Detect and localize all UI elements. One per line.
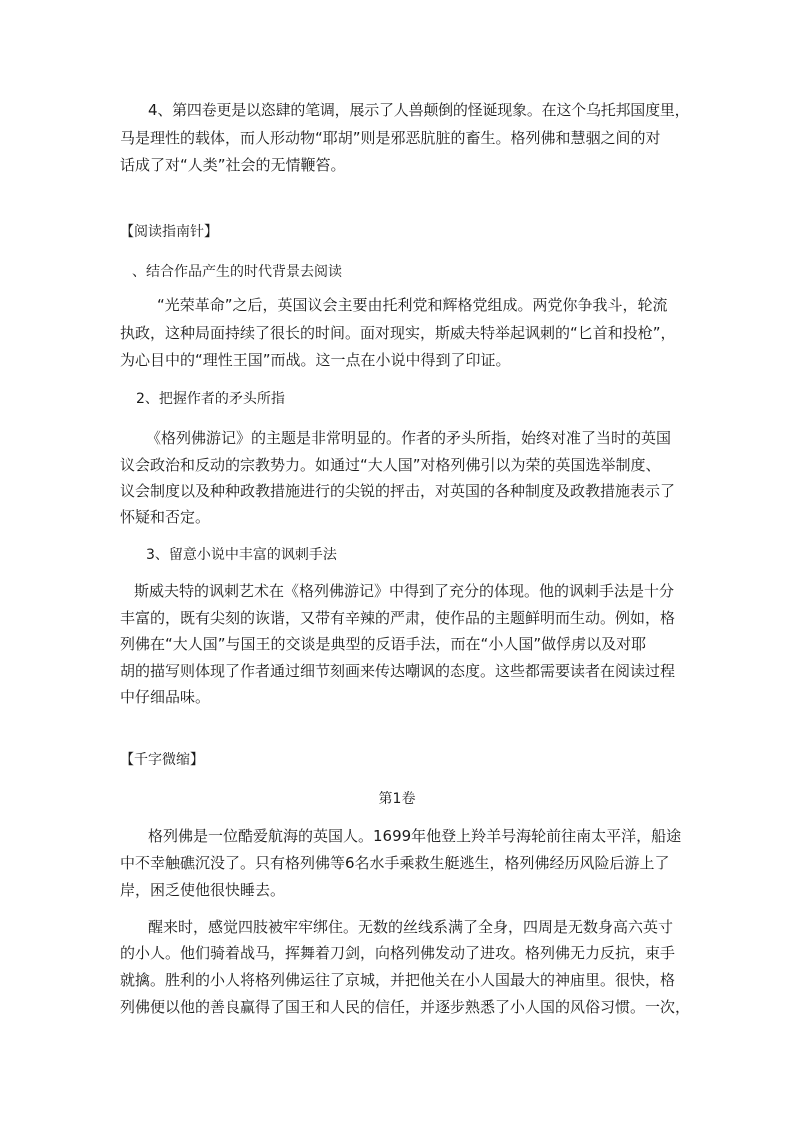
- summary-heading: 【千字微缩】: [120, 752, 204, 768]
- guide-item3-line-5: 中仔细品味。: [120, 688, 211, 706]
- section4-line-2: 马是理性的载体，而人形动物“耶胡”则是邪恶肮脏的畜生。格列佛和慧骃之间的对: [120, 129, 661, 147]
- guide-item1-line-2: 执政，这种局面持续了很长的时间。面对现实，斯威夫特举起讽刺的“匕首和投枪”，: [120, 324, 676, 342]
- guide-item2-line-4: 怀疑和否定。: [120, 508, 211, 526]
- guide-item1-title: 、结合作品产生的时代背景去阅读: [132, 264, 342, 280]
- section4-line-3: 话成了对“人类”社会的无情鞭笞。: [120, 156, 346, 174]
- section4-line-1: 4、第四卷更是以恣肆的笔调，展示了人兽颠倒的怪诞现象。在这个乌托邦国度里，: [148, 101, 690, 119]
- guide-item2-line-1: 《格列佛游记》的主题是非常明显的。作者的矛头所指，始终对准了当时的英国: [146, 429, 672, 447]
- guide-item3-line-2: 丰富的，既有尖刻的诙谐，又带有辛辣的严肃，使作品的主题鲜明而生动。例如，格: [120, 609, 676, 627]
- summary-para2-line-1: 醒来时，感觉四肢被牢牢绑住。无数的丝线系满了全身，四周是无数身高六英寸: [148, 918, 674, 936]
- summary-para1-line-3: 岸，困乏使他很快睡去。: [120, 881, 286, 899]
- summary-para2-line-2: 的小人。他们骑着战马，挥舞着刀剑，向格列佛发动了进攻。格列佛无力反抗，束手: [120, 944, 676, 962]
- guide-item1-line-3: 为心目中的“理性王国”而战。这一点在小说中得到了印证。: [120, 351, 511, 369]
- guide-item3-line-4: 胡的描写则体现了作者通过细节刻画来传达嘲讽的态度。这些都需要读者在阅读过程: [120, 662, 676, 680]
- reading-guide-heading: 【阅读指南针】: [120, 224, 218, 240]
- guide-item2-line-3: 议会制度以及种种政教措施进行的尖锐的抨击，对英国的各种制度及政教措施表示了: [120, 482, 676, 500]
- summary-para1-line-1: 格列佛是一位酷爱航海的英国人。1699年他登上羚羊号海轮前往南太平洋，船途: [148, 827, 682, 845]
- summary-para2-line-3: 就擒。胜利的小人将格列佛运往了京城，并把他关在小人国最大的神庙里。很快，格: [120, 971, 676, 989]
- guide-item1-line-1: “光荣革命”之后，英国议会主要由托利党和辉格党组成。两党你争我斗，轮流: [157, 296, 668, 314]
- guide-item3-line-1: 斯威夫特的讽刺艺术在《格列佛游记》中得到了充分的体现。他的讽刺手法是十分: [134, 582, 675, 600]
- guide-item3-title: 3、留意小说中丰富的讽刺手法: [146, 547, 337, 563]
- guide-item2-title: 2、把握作者的矛头所指: [136, 391, 285, 407]
- volume-title: 第1卷: [378, 791, 416, 807]
- guide-item2-line-2: 议会政治和反动的宗教势力。如通过“大人国”对格列佛引以为荣的英国选举制度、: [120, 456, 661, 474]
- summary-para2-line-4: 列佛便以他的善良赢得了国王和人民的信任，并逐步熟悉了小人国的风俗习惯。一次，: [120, 998, 691, 1016]
- guide-item3-line-3: 列佛在“大人国”与国王的交谈是典型的反语手法，而在“小人国”做俘虏以及对耶: [120, 635, 647, 653]
- summary-para1-line-2: 中不幸触礁沉没了。只有格列佛等6名水手乘救生艇逃生，格列佛经历风险后游上了: [120, 854, 670, 872]
